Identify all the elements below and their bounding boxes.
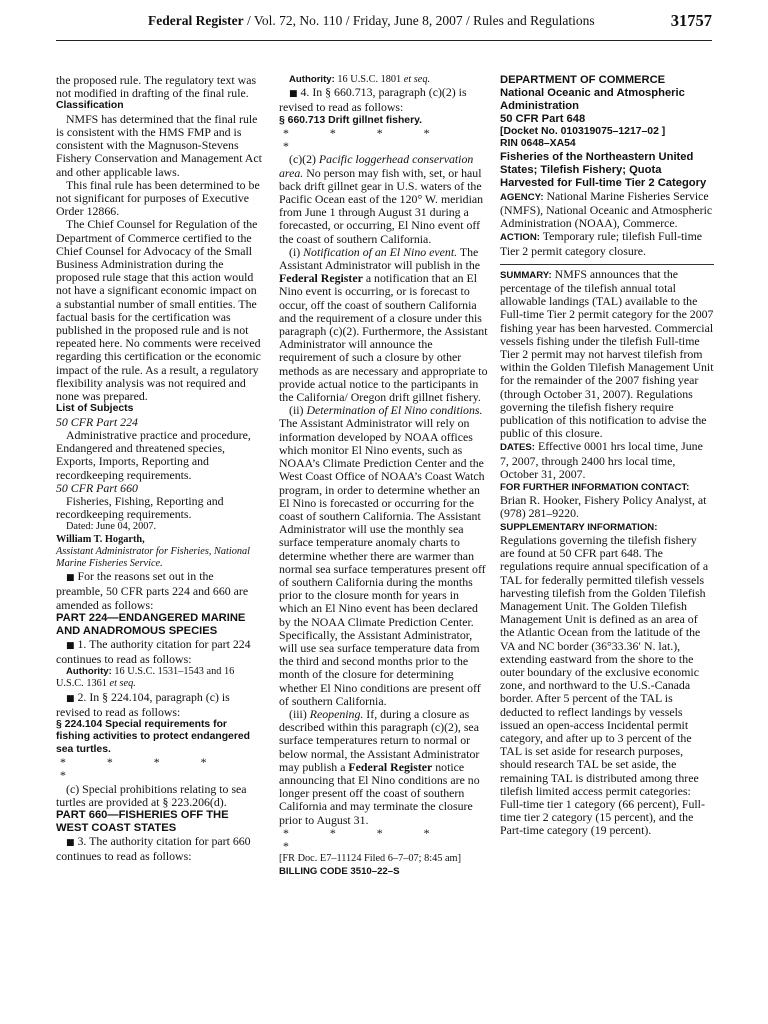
authority-label: Authority: [289, 74, 335, 85]
amendment-square-icon: ■ [66, 640, 75, 651]
amendment-square-icon: ■ [289, 89, 298, 100]
agency-text: National Marine Fisheries Service (NMFS), National Oceanic and Atmospheric Administration (NOAA), Commerce. [500, 188, 713, 231]
ellipsis-stars: * * * * * [283, 825, 449, 853]
agency-heading: National Oceanic and Atmospheric Administration [500, 87, 685, 112]
italic-run: Notification of an El Nino event. [303, 244, 458, 259]
text-run: No person may fish with, set, or haul back drift gillnet gear in U.S. waters of the Pacific Ocean east of the 120° W. meridian from June 1 through August 31 during a forecasted, or occurring, El Nino event off the coast of southern California. [279, 165, 484, 246]
paragraph: Administrative practice and procedure, Endangered and threatened species, Exports, Imports, Reporting and recordkeeping requirements. [56, 427, 251, 482]
publication-name: Federal Register [148, 13, 244, 28]
paragraph: This final rule has been determined to be not significant for purposes of Executive Order 12866. [56, 177, 260, 219]
text-run: If, during a closure as described within this paragraph (c)(2), sea surface temperatures return to normal or below normal, the Assistant Administrator may publish a [279, 706, 480, 774]
part-224-heading: PART 224—ENDANGERED MARINE AND ANADROMOUS SPECIES [56, 611, 246, 637]
summary-text: NMFS announces that the percentage of the tilefish annual total allowable landings (TAL) available to the Full-time Tier 2 permit category for the 2007 fishing year has been harvested. Commercial vessels fishing under the tilefish Full-time Tier 2 permit may not harvest tilefish from within the Golden Tilefish Management Unit for the remainder of the 2007 fishing year (through October 31, 2007). Regulations governing the tilefish fishery require publication of this notification to advise the public of this closure. [500, 266, 714, 441]
text-run: (ii) [289, 403, 307, 418]
section-224-104-heading: § 224.104 Special requirements for fishing activities to protect endangered sea turtles. [56, 718, 250, 755]
text-run: (iii) [289, 706, 310, 721]
paragraph [279, 708, 488, 827]
amendment-text: 2. In § 224.104, paragraph (c) is revised to read as follows: [56, 689, 230, 719]
paragraph [279, 246, 488, 404]
bold-run: Federal Register [279, 271, 363, 286]
paragraph [56, 691, 263, 719]
agency-paragraph [500, 190, 714, 231]
dated-line: Dated: June 04, 2007. [66, 521, 157, 533]
column-1 [56, 74, 263, 863]
list-of-subjects-heading: List of Subjects [56, 403, 134, 415]
amendment-square-icon: ■ [66, 693, 75, 704]
action-label: ACTION: [500, 232, 540, 244]
paragraph [56, 835, 263, 863]
contact-text: Brian R. Hooker, Fishery Policy Analyst, at (978) 281–9220. [500, 493, 707, 521]
rin-number: RIN 0648–XA54 [500, 138, 576, 150]
cfr-part-heading: 50 CFR Part 648 [500, 113, 586, 125]
authority-text: 16 U.S.C. 1531–1543 and 16 U.S.C. 1361 [56, 666, 235, 690]
action-paragraph [500, 230, 714, 257]
text-run: a notification that an El Nino event is occurring, or is forecast to occur, off the coast of southern California and the requirement of a closure under this paragraph (c)(2). Furthermore, the Assistant Administrator will announce the requirement of such a closure by other methods as are necessary and appropriate to provide actual notice to the participants in the California/ Oregon drift gillnet fishery. [279, 271, 488, 405]
italic-run: Determination of El Nino conditions. [306, 403, 483, 418]
cfr-part-660-label: 50 CFR Part 660 [56, 480, 138, 495]
rule-title: Fisheries of the Northeastern United States; Tilefish Fishery; Quota Harvested for Full-time Tier 2 Category [500, 150, 707, 189]
dates-paragraph [500, 440, 714, 481]
supplementary-label: SUPPLEMENTARY INFORMATION: [500, 521, 658, 533]
et-seq: et seq. [403, 74, 431, 85]
amendment-text: 4. In § 660.713, paragraph (c)(2) is revised to read as follows: [279, 85, 467, 115]
cfr-part-224-label: 50 CFR Part 224 [56, 414, 138, 429]
ellipsis-stars: * * * * * [283, 126, 449, 154]
text-run: (c)(2) [289, 152, 319, 167]
authority-text: 16 U.S.C. 1801 [334, 74, 404, 85]
agency-label: AGENCY: [500, 191, 544, 203]
rule-body [500, 264, 714, 838]
amendment-square-icon: ■ [66, 573, 75, 584]
issue-citation: / Vol. 72, No. 110 / Friday, June 8, 2007 / Rules and Regulations [243, 13, 595, 28]
ellipsis-stars: * * * * * [60, 755, 226, 783]
paragraph [279, 153, 488, 245]
billing-code: BILLING CODE 3510–22–S [279, 866, 400, 878]
summary-label: SUMMARY: [500, 269, 552, 281]
text-run: The Assistant Administrator will rely on information developed by NOAA offices which monitor El Nino events, such as NOAA’s Climate Prediction Center and the West Coast Office of NOAA’s Coast Watch program, in order to determine whether an El Nino is forecasted or occurring for the coast of southern California. The Assistant Administrator will use the monthly sea surface temperature anomaly charts to determine whether there are warmer than normal sea surface temperatures present off of southern California during the months prior to the closure month for years in which an El Nino event has been declared by the NOAA Climate Prediction Center. Specifically, the Assistant Administrator, will use sea surface temperature data from the third and second months prior to the month of the closure for determining whether El Nino conditions are present off of southern California. [279, 416, 486, 708]
dates-label: DATES: [500, 442, 535, 454]
italic-run: Reopening. [309, 706, 364, 721]
classification-heading: Classification [56, 100, 124, 112]
part-660-heading: PART 660—FISHERIES OFF THE WEST COAST STATES [56, 808, 229, 834]
department-heading: DEPARTMENT OF COMMERCE [500, 74, 666, 86]
header-citation [148, 13, 595, 29]
paragraph: (c) Special prohibitions relating to sea turtles are provided at § 223.206(d). [56, 781, 247, 809]
section-660-713-heading: § 660.713 Drift gillnet fishery. [279, 114, 423, 126]
paragraph: The Chief Counsel for Regulation of the Department of Commerce certified to the Chief Counsel for Advocacy of the Small Business Administration during the proposed rule stage that this action would not have a significant economic impact on a substantial number of small entities. The factual basis for the certification was published in the proposed rule and is not repeated here. No comments were received regarding this certification or the economic impact of the rule. As a result, a regulatory flexibility analysis was not required and none was prepared. [56, 217, 261, 404]
amendment-text: 1. The authority citation for part 224 continues to read as follows: [56, 636, 251, 666]
column-2 [279, 74, 488, 879]
signer-title: Assistant Administrator for Fisheries, National Marine Fisheries Service. [56, 545, 251, 569]
column-3 [500, 74, 714, 838]
italic-run: Pacific loggerhead conservation area. [279, 152, 474, 180]
paragraph [56, 638, 263, 666]
page-number: 31757 [670, 11, 712, 30]
paragraph: the proposed rule. The regulatory text was not modified in drafting of the final rule. [56, 73, 257, 101]
paragraph: Fisheries, Fishing, Reporting and recordkeeping requirements. [56, 493, 224, 522]
paragraph [279, 404, 488, 708]
authority-label: Authority: [66, 666, 112, 678]
signer-name: William T. Hogarth, [56, 533, 145, 545]
supplementary-text: Regulations governing the tilefish fishery are found at 50 CFR part 648. The regulations require annual specification of a TAL for federally permitted tilefish vessels harvesting tilefish from the Golden Tilefish Management Unit. The Golden Tilefish Management Unit is defined as an area of the Atlantic Ocean from the latitude of the VA and NC border (36°33.36′ N. lat.), extending eastward from the shore to the outer boundary of the exclusive economic zone, and northward to the U.S.-Canada border. After 5 percent of the TAL is deducted to reflect landings by vessels issued an open-access Incidental permit category, and after up to 3 percent of the TAL is set aside for research purposes, should research TAL be set aside, the remaining TAL is distributed among three tilefish limited access permit categories: Full-time tier 1 category (66 percent), Full-time tier 2 category (15 percent), and the Part-time category (19 percent). [500, 532, 709, 838]
docket-number: [Docket No. 010319075–1217–02 ] [500, 126, 666, 137]
amendment-square-icon: ■ [66, 837, 75, 848]
text-run: The Assistant Administrator will publish in the [279, 244, 481, 273]
bold-run: Federal Register [348, 759, 433, 774]
amendment-text: 3. The authority citation for part 660 continues to read as follows: [56, 833, 251, 864]
et-seq: et seq. [109, 678, 136, 690]
contact-label: FOR FURTHER INFORMATION CONTACT: [500, 482, 690, 494]
fr-doc-line: [FR Doc. E7–11124 Filed 6–7–07; 8:45 am] [279, 853, 461, 865]
running-header [56, 10, 712, 41]
paragraph [56, 570, 263, 612]
text-run: notice announcing that El Nino conditions are no longer present off the coast of southern California and may terminate the closure prior to August 31. [279, 759, 480, 827]
summary-paragraph [500, 268, 714, 441]
authority-citation [56, 666, 263, 690]
paragraph: NMFS has determined that the final rule is consistent with the HMS FMP and is consistent with the Magnuson-Stevens Fishery Conservation and Management Act and other applicable laws. [56, 111, 262, 179]
text-run: (i) [289, 244, 304, 259]
dates-text: Effective 0001 hrs local time, June 7, 2007, through 2400 hrs local time, October 31, 2007. [500, 439, 703, 481]
amendment-text: For the reasons set out in the preamble, 50 CFR parts 224 and 660 are amended as follows: [56, 569, 249, 612]
paragraph [279, 86, 488, 114]
action-text: Temporary rule; tilefish Full-time Tier 2 permit category closure. [500, 229, 703, 258]
